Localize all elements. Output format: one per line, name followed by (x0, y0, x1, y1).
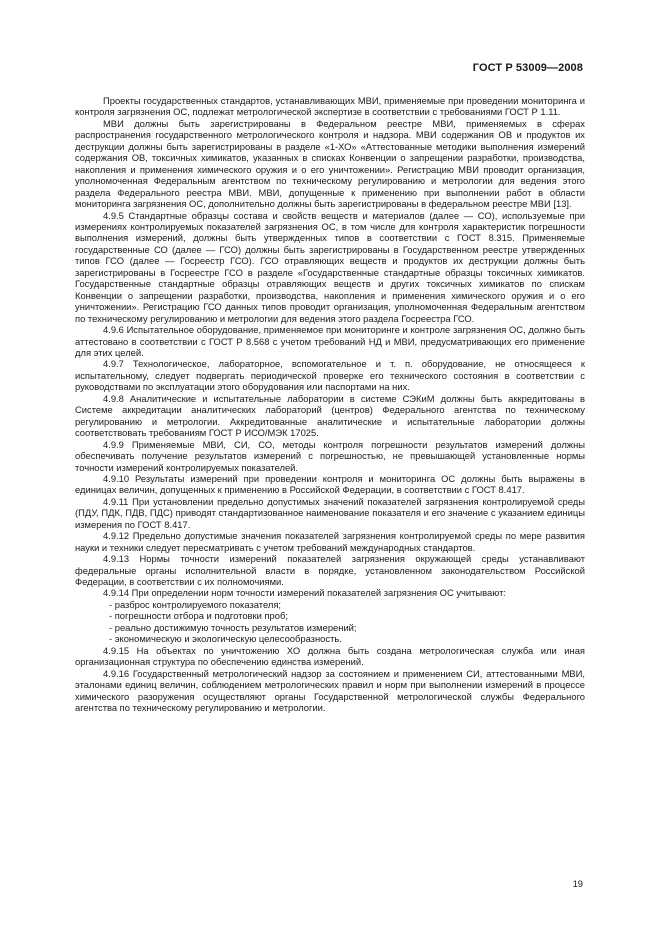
document-header: ГОСТ Р 53009—2008 (472, 62, 583, 74)
paragraph: 4.9.15 На объектах по уничтожению ХО должна быть создана метрологическая служба или иная организационная структура по обеспечению единства измерений. (75, 644, 585, 668)
paragraph: 4.9.8 Аналитические и испытательные лаборатории в системе СЭКиМ должны быть аккредитованы в Системе аккредитации аналитических лабораторий (центров) Федерального агентства по техническому регулированию и метрологии. Аккредитованные аналитические и испытательные лаборатории должны соответствовать требованиям ГОСТ Р ИСО/МЭК 17025. (75, 392, 585, 439)
paragraph: МВИ должны быть зарегистрированы в Федеральном реестре МВИ, применяемых в сферах распространения государственного метрологического контроля и надзора. МВИ содержания ОВ и продуктов их деструкции должны быть зарегистрированы в разделе «1-ХО» «Аттестованные методики выполнения измерений содержания ОВ, токсичных химикатов, указанных в списках Конвенции о запрещении разработки, производства, накопления и применения химического оружия и о его уничтожении». Регистрацию МВИ проводит организация, уполномоченная Федеральным агентством по техническому регулированию и метрологии для ведения этого раздела Федерального реестра МВИ. МВИ, допущенные к применению при выполнении работ в области мониторинга загрязнения ОС, дополнительно должны быть зарегистрированы в федеральном реестре МВИ [13]. (75, 117, 585, 210)
list-item: - реально достижимую точность результатов измерений; (109, 621, 357, 633)
paragraph: 4.9.11 При установлении предельно допустимых значений показателей загрязнения контролируемой среды (ПДУ, ПДК, ПДВ, ПДС) приводят стандартизованное наименование показателя и его значение с указанием единицы измерения по ГОСТ 8.417. (75, 495, 585, 530)
paragraph: 4.9.14 При определении норм точности измерений показателей загрязнения ОС учитывают: (103, 587, 506, 599)
paragraph: 4.9.7 Технологическое, лабораторное, вспомогательное и т. п. оборудование, не относящееся к испытательному, следует подвергать периодической проверке его технического состояния в соответствии с руководствами по эксплуатации этого оборудования или паспортами на них. (75, 358, 585, 393)
paragraph: 4.9.5 Стандартные образцы состава и свойств веществ и материалов (далее — СО), используемые при измерениях контролируемых показателей загрязнения ОС, в том числе для контроля характеристик погрешности выполнения измерений, должны быть утвержденных типов в соответствии с ГОСТ 8.315. Применяемые государственные СО (далее — ГСО) должны быть зарегистрированы в Государственном реестре утвержденных типов ГСО (далее — Госреестр ГСО). ГСО отравляющих веществ и продуктов их деструкции должны быть зарегистрированы в Госреестре ГСО в разделе «Государственные стандартные образцы токсичных химикатов. Государственные стандартные образцы отравляющих веществ и других токсичных химикатов по спискам Конвенции о запрещении разработки, производства, накопления и применения химического оружия и о его уничтожении». Регистрацию ГСО данных типов проводит организация, уполномоченная Федеральным агентством по техническому регулированию и метрологии для ведения этого раздела Госреестра ГСО. (75, 209, 585, 324)
paragraph: 4.9.6 Испытательное оборудование, применяемое при мониторинге и контроле загрязнения ОС, должно быть аттестовано в соответствии с ГОСТ Р 8.568 с учетом требований НД и МВИ, предусматривающих его применение для этих целей. (75, 324, 585, 358)
paragraph: 4.9.12 Предельно допустимые значения показателей загрязнения контролируемой среды по мере развития науки и техники следует пересматривать с учетом требований международных стандартов. (75, 530, 585, 553)
paragraph: 4.9.13 Нормы точности измерений показателей загрязнения окружающей среды устанавливают федеральные органы исполнительной власти в порядке, установленном законодательством Российской Федерации, в соответствии с их полномочиями. (75, 553, 585, 588)
list-item: - разброс контролируемого показателя; (109, 598, 282, 610)
page-number: 19 (572, 878, 583, 889)
document-body (75, 95, 585, 713)
paragraph: Проекты государственных стандартов, устанавливающих МВИ, применяемые при проведении мониторинга и контроля загрязнения ОС, подлежат метрологической экспертизе в соответствии с требованиями ГОСТ Р 1.11. (75, 95, 585, 118)
paragraph: 4.9.16 Государственный метрологический надзор за состоянием и применением СИ, аттестованными МВИ, эталонами единиц величин, соблюдением метрологических правил и норм при выполнении измерений в процессе химического разоружения осуществляют органы Государственной метрологической службы Федерального агентства по техническому регулированию и метрологии. (75, 667, 585, 714)
list-item: - экономическую и экологическую целесообразность. (109, 633, 342, 645)
paragraph: 4.9.9 Применяемые МВИ, СИ, СО, методы контроля погрешности результатов измерений должны обеспечивать получение результатов измерений с погрешностью, не превышающей установленные нормы точности измерений контролируемых показателей. (75, 438, 585, 473)
list-item: - погрешности отбора и подготовки проб; (109, 610, 288, 622)
paragraph: 4.9.10 Результаты измерений при проведении контроля и мониторинга ОС должны быть выражены в единицах величин, допущенных к применению в Российской Федерации, в соответствии с ГОСТ 8.417. (75, 472, 585, 496)
